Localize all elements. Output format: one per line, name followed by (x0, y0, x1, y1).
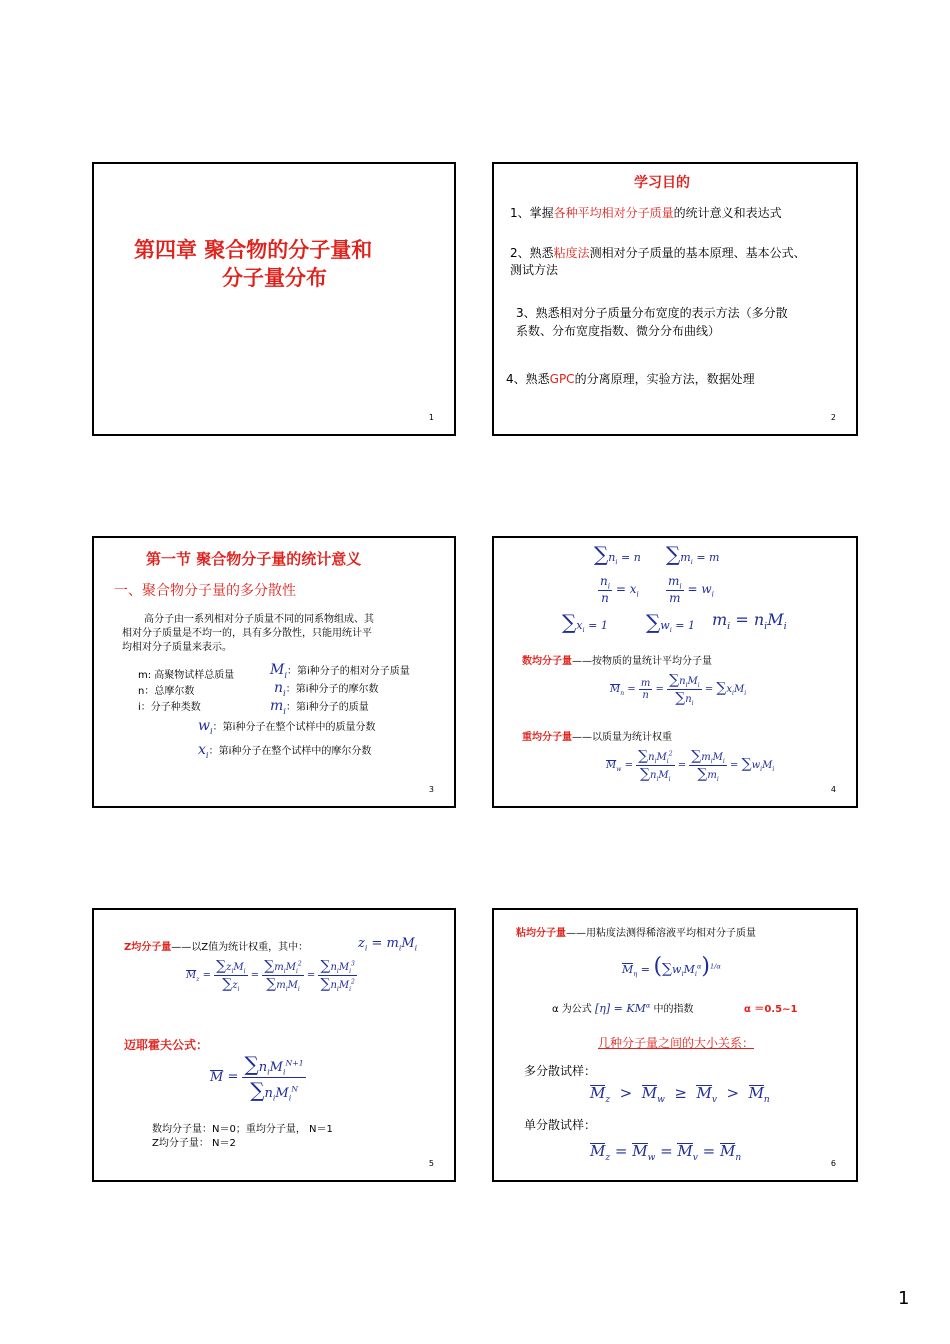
formula-viscosity-average: $M_\eta = (\sum w_iM_i^\alpha)^{1/\alpha}$ (622, 954, 721, 979)
slide-4 (492, 536, 858, 808)
chapter-title-line1: 第四章 聚合物的分子量和 (134, 238, 373, 262)
formula-sum-w: $\sum w_i = 1$ (646, 610, 696, 635)
formula-sum-x: $\sum x_i = 1$ (562, 610, 608, 635)
mayer-note-1: 数均分子量：N＝0；重均分子量， N＝1 (152, 1124, 333, 1135)
definition-ni: $n_i$：第i种分子的摩尔数 (274, 680, 379, 698)
alpha-note: α 为公式 $[\eta] = KM^\alpha$ 中的指数 (552, 1001, 694, 1015)
definition-n: n：总摩尔数 (138, 686, 195, 697)
slide-3 (92, 536, 456, 808)
formula-mayer: M = $\frac{\sum n_iM_i^{N+1}}{\sum n_iM_i^N}$ (210, 1052, 304, 1103)
formula-zi: $z_i = m_iM_i$ (358, 936, 418, 953)
z-average-label: Z均分子量——以Z值为统计权重，其中： (124, 942, 309, 953)
slide-number: 4 (830, 785, 836, 794)
monodisperse-relation: $M_z = M_w = M_v = M_n$ (590, 1142, 742, 1163)
definition-Mi: $M_i$：第i种分子的相对分子质量 (270, 662, 410, 680)
objective-2: 2、熟悉粘度法测相对分子质量的基本原理、基本公式、 (510, 246, 806, 260)
slide-2 (492, 162, 858, 436)
page-number: 1 (898, 1288, 910, 1309)
objective-3-line1: 3、熟悉相对分子质量分布宽度的表示方法（多分散 (516, 306, 788, 320)
slide-number: 5 (428, 1159, 434, 1168)
definition-wi: $w_i$：第i种分子在整个试样中的质量分数 (198, 718, 376, 736)
paragraph-line3: 均相对分子质量来表示。 (122, 642, 232, 653)
formula-weight-average: $M_w$ = $\frac{\sum n_iM_i^2}{\sum n_iM_i}$ = $\frac{\sum m_iM_i}{\sum m_i}$ = $\sum w_iM_i$ (606, 748, 775, 783)
objectives-heading: 学习目的 (634, 175, 690, 191)
formula-mi-niMi: $m_i = n_iM_i$ (712, 610, 787, 633)
slide-6 (492, 908, 858, 1182)
objective-3-line2: 系数、分布宽度指数、微分分布曲线） (516, 324, 721, 338)
objective-2-line2: 测试方法 (510, 263, 559, 277)
polydisperse-label: 多分散试样： (524, 1064, 597, 1078)
subsection-title: 一、聚合物分子量的多分散性 (114, 583, 296, 599)
slide-1 (92, 162, 456, 436)
paragraph-line1: 高分子由一系列相对分子质量不同的同系物组成、其 (144, 614, 374, 625)
slide-number: 3 (428, 785, 434, 794)
slide-number: 2 (830, 413, 836, 422)
monodisperse-label: 单分散试样： (524, 1118, 597, 1132)
alpha-range: α ＝0.5~1 (744, 1004, 798, 1015)
objective-1: 1、掌握各种平均相对分子质量的统计意义和表达式 (510, 206, 782, 220)
polydisperse-relation: $M_z > M_w \ge M_v > M_n$ (590, 1084, 770, 1105)
weight-average-label: 重均分子量——以质量为统计权重 (522, 732, 672, 743)
number-average-label: 数均分子量——按物质的量统计平均分子量 (522, 656, 712, 667)
section-title: 第一节 聚合物分子量的统计意义 (146, 550, 362, 568)
definition-xi: $x_i$：第i种分子在整个试样中的摩尔分数 (198, 742, 372, 760)
relation-title: 几种分子量之间的大小关系： (598, 1036, 755, 1050)
mayer-note-2: Z均分子量： N＝2 (152, 1138, 236, 1149)
slide-number: 6 (830, 1159, 836, 1168)
slide-5 (92, 908, 456, 1182)
formula-sum-m: $\sum m_i = m$ (666, 542, 720, 567)
mayer-formula-title: 迈耶霍夫公式： (124, 1038, 209, 1052)
paragraph-line2: 相对分子质量是不均一的，具有多分散性，只能用统计平 (122, 628, 372, 639)
definition-m: m: 高聚物试样总质量 (138, 670, 235, 681)
formula-xi: $\frac{n_i}{n}$ = $x_i$ (600, 574, 639, 606)
definition-mi: $m_i$：第i种分子的质量 (270, 698, 369, 716)
formula-number-average: $M_n$ = $\frac{m}{n}$ = $\frac{\sum n_iM_i}{\sum n_i}$ = $\sum x_iM_i$ (610, 672, 747, 707)
formula-z-average: $M_z$ = $\frac{\sum z_iM_i}{\sum z_i}$ = $\frac{\sum m_iM_i^2}{\sum m_iM_i}$ = $\frac{\sum n_iM_i^3}{\sum n_iM_i^2}$ (186, 958, 355, 993)
objective-4: 4、熟悉GPC的分离原理，实验方法，数据处理 (506, 372, 755, 386)
formula-wi: $\frac{m_i}{m}$ = $w_i$ (668, 574, 714, 606)
definition-i: i：分子种类数 (138, 702, 201, 713)
chapter-title-line2: 分子量分布 (222, 266, 327, 290)
formula-sum-n: $\sum n_i = n$ (594, 542, 641, 567)
viscosity-average-label: 粘均分子量——用粘度法测得稀溶液平均相对分子质量 (516, 928, 756, 939)
slide-number: 1 (428, 413, 434, 422)
